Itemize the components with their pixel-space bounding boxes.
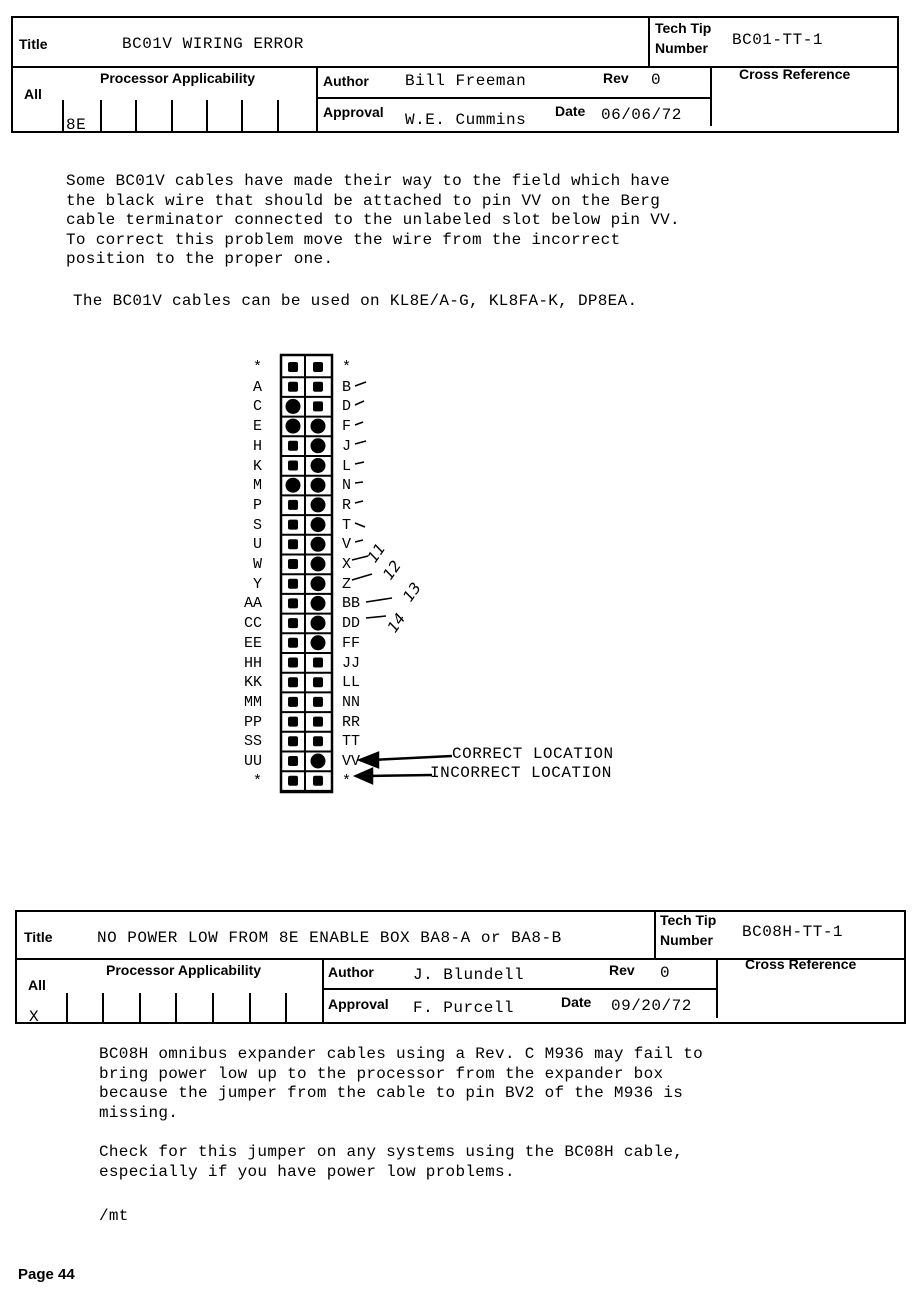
pin-label-right: BB — [342, 595, 361, 613]
pin-label-right: NN — [342, 693, 361, 711]
pin-contact-right — [311, 458, 326, 473]
pin-label-left: U — [252, 536, 262, 554]
pin-label-left: MM — [243, 693, 262, 711]
pin-label-right: JJ — [342, 654, 361, 672]
rev-value: 0 — [651, 71, 662, 89]
pin-contact-left — [288, 500, 298, 510]
pin-label-right: LL — [342, 674, 361, 692]
pin-contact-left — [286, 478, 301, 493]
handwritten-note-11: 11 — [363, 539, 390, 566]
incorrect-arrow-line — [366, 775, 432, 776]
title-label-2: Title — [24, 929, 53, 945]
pin-label-right: F — [342, 418, 352, 436]
applicability-mark: 8E — [66, 116, 87, 134]
pin-label-right: B — [342, 378, 352, 396]
correct-location-label: CORRECT LOCATION — [452, 745, 614, 763]
pin-label-left: M — [252, 477, 262, 495]
pin-label-right: RR — [342, 713, 361, 731]
pin-contact-right — [311, 537, 326, 552]
techtip-label-2: Tech Tip — [660, 912, 717, 928]
tip1-paragraph-2: The BC01V cables can be used on KL8E/A-G, KL8FA-K, DP8EA. — [73, 292, 638, 310]
pin-label-right: R — [342, 496, 352, 514]
correct-arrow-head — [360, 753, 378, 767]
tip2-signoff: /mt — [99, 1207, 129, 1225]
number-label-2: Number — [660, 932, 713, 948]
pin-contact-left — [288, 638, 298, 648]
pin-contact-left — [288, 539, 298, 549]
pin-contact-left — [288, 697, 298, 707]
date-label-2: Date — [561, 994, 592, 1010]
pin-contact-right — [311, 754, 326, 769]
pin-label-left: Y — [252, 575, 262, 593]
pin-label-left: KK — [243, 674, 262, 692]
pin-contact-left — [288, 756, 298, 766]
page-number: Page 44 — [18, 1266, 75, 1283]
pin-contact-left — [288, 461, 298, 471]
pin-label-left: PP — [243, 713, 262, 731]
rev-value-2: 0 — [660, 964, 671, 982]
tip2-paragraph-2: Check for this jumper on any systems using the BC08H cable, especially if you have power low problems. — [99, 1143, 684, 1181]
pin-contact-left — [288, 776, 298, 786]
pin-contact-right — [313, 658, 323, 668]
processor-applicability-label-2: Processor Applicability — [106, 962, 262, 978]
incorrect-location-label: INCORRECT LOCATION — [430, 764, 612, 782]
pin-label-left: C — [252, 398, 262, 416]
tip-number-2: BC08H-TT-1 — [742, 923, 844, 941]
author-label-2: Author — [328, 964, 374, 980]
pin-label-left: A — [252, 378, 262, 396]
pin-contact-right — [313, 401, 323, 411]
correct-arrow-line — [372, 756, 452, 760]
pin-contact-right — [313, 382, 323, 392]
processor-applicability-label: Processor Applicability — [100, 70, 256, 86]
pin-label-right: V — [342, 536, 352, 554]
pin-label-left: CC — [243, 615, 262, 633]
pin-label-right: X — [342, 556, 352, 573]
tip2-paragraph-1: BC08H omnibus expander cables using a Rev. C M936 may fail to bring power low up to the processor from the expander box because the jumper from the cable to pin BV2 of the M936 is missing. — [99, 1045, 703, 1122]
handwritten-note-14: 14 — [383, 609, 410, 636]
pin-label-left: EE — [243, 634, 262, 652]
pin-contact-right — [313, 776, 323, 786]
pin-contact-left — [288, 559, 298, 569]
incorrect-arrow-head — [356, 769, 372, 783]
pin-contact-right — [313, 736, 323, 746]
approval-label: Approval — [323, 104, 384, 120]
pin-label-right: FF — [342, 634, 361, 652]
pin-label-right: L — [342, 457, 352, 475]
pin-contact-left — [288, 441, 298, 451]
pin-label-right: VV — [342, 753, 361, 770]
pin-contact-left — [288, 520, 298, 530]
pin-contact-right — [313, 362, 323, 372]
title-label: Title — [19, 36, 48, 52]
cross-reference-label-2: Cross Reference — [745, 956, 857, 972]
handwritten-note-12: 12 — [379, 557, 405, 584]
pin-contact-left — [286, 399, 301, 414]
pin-contact-left — [288, 579, 298, 589]
cross-reference-label: Cross Reference — [739, 66, 851, 82]
pin-contact-left — [288, 362, 298, 372]
date-value: 06/06/72 — [601, 106, 682, 124]
pin-label-left: AA — [243, 595, 262, 613]
techtip-label: Tech Tip — [655, 20, 712, 36]
rev-label-2: Rev — [609, 962, 635, 978]
pin-label-right: J — [342, 437, 352, 455]
pin-contact-right — [311, 517, 326, 532]
pin-label-left: HH — [243, 654, 262, 672]
pin-contact-left — [286, 419, 301, 434]
pin-contact-right — [311, 596, 326, 611]
handwritten-note-13: 13 — [399, 579, 425, 606]
pin-contact-left — [288, 717, 298, 727]
pin-contact-left — [288, 382, 298, 392]
approval-name: W.E. Cummins — [405, 111, 527, 129]
pin-label-left: E — [252, 418, 262, 436]
pin-label-left: * — [252, 772, 262, 790]
pin-label-left: K — [252, 457, 262, 475]
pin-label-left: S — [252, 516, 262, 534]
pin-contact-left — [288, 598, 298, 608]
tip-number: BC01-TT-1 — [732, 31, 823, 49]
tip1-paragraph-1: Some BC01V cables have made their way to the field which have the black wire that should be attached to pin VV on the Berg cable terminator connected to the unlabeled slot below pin VV. To correct this problem move the wire from the incorrect position to the proper one. — [66, 172, 680, 268]
pin-contact-right — [311, 576, 326, 591]
pin-contact-right — [313, 677, 323, 687]
applicability-mark-2: X — [29, 1008, 40, 1026]
all-label-2: All — [28, 977, 46, 993]
pin-contact-right — [311, 635, 326, 650]
pin-contact-right — [311, 497, 326, 512]
author-label: Author — [323, 73, 369, 89]
date-value-2: 09/20/72 — [611, 997, 692, 1015]
pin-contact-left — [288, 677, 298, 687]
pin-label-right: TT — [342, 733, 361, 751]
pin-contact-right — [311, 419, 326, 434]
pin-label-left: P — [252, 496, 262, 514]
pin-contact-right — [311, 557, 326, 572]
number-label: Number — [655, 40, 708, 56]
pin-label-left: SS — [243, 733, 262, 751]
tip-title-2: NO POWER LOW FROM 8E ENABLE BOX BA8-A or BA8-B — [97, 929, 562, 947]
pin-contact-left — [288, 736, 298, 746]
author-name: Bill Freeman — [405, 72, 527, 90]
pin-contact-right — [313, 697, 323, 707]
handwritten-annotations — [352, 382, 392, 618]
pin-contact-right — [311, 438, 326, 453]
pin-label-right: N — [342, 477, 352, 495]
pin-contact-right — [313, 717, 323, 727]
pin-contact-right — [311, 478, 326, 493]
author-name-2: J. Blundell — [413, 966, 525, 984]
pin-label-right: DD — [342, 615, 361, 633]
tip-title: BC01V WIRING ERROR — [122, 35, 304, 53]
pin-contact-left — [288, 658, 298, 668]
pin-label-right: D — [342, 398, 352, 416]
pin-label-left: H — [252, 437, 262, 455]
pin-contact-right — [311, 616, 326, 631]
pin-label-left: * — [252, 359, 262, 376]
pin-label-right: * — [342, 359, 352, 376]
date-label: Date — [555, 103, 586, 119]
rev-label: Rev — [603, 70, 629, 86]
pin-contact-left — [288, 618, 298, 628]
pin-label-right: T — [342, 516, 352, 534]
approval-name-2: F. Purcell — [413, 999, 515, 1017]
all-label: All — [24, 86, 42, 102]
pin-label-right: * — [342, 772, 352, 790]
pin-label-left: W — [252, 556, 262, 573]
approval-label-2: Approval — [328, 996, 389, 1012]
pin-label-left: UU — [243, 753, 262, 770]
pin-label-right: Z — [342, 575, 352, 593]
